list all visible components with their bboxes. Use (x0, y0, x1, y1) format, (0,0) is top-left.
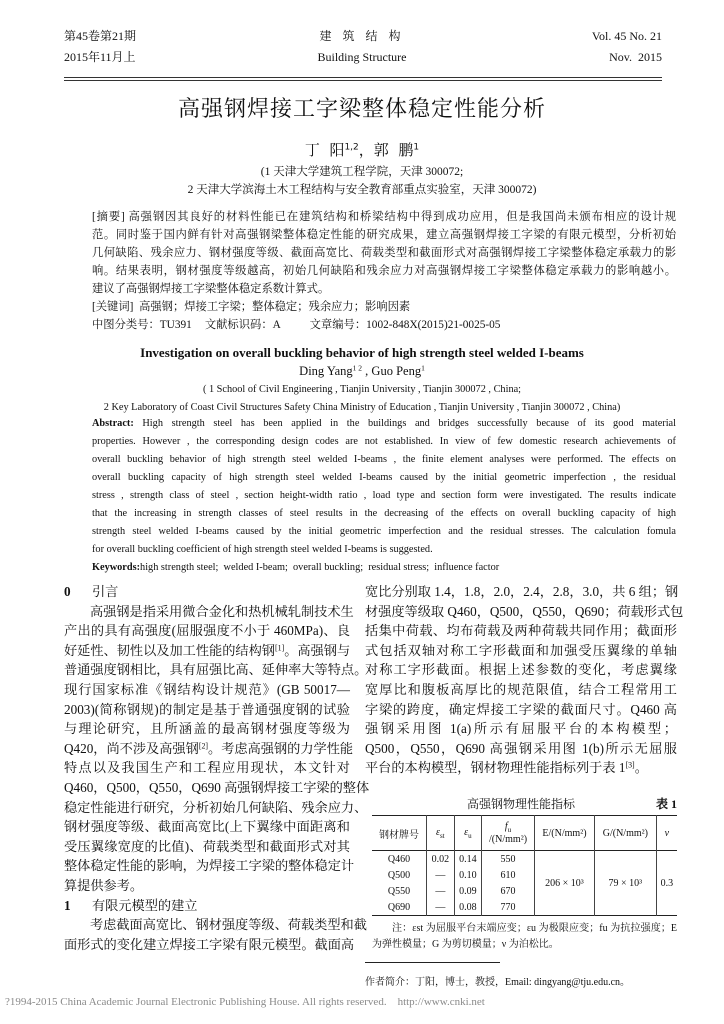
keywords-label: Keywords: (92, 562, 141, 573)
author-sep: ， (358, 141, 374, 159)
col-shear-modulus: G/(N/mm²) (595, 816, 657, 851)
table-note (372, 921, 677, 953)
paragraph-line (64, 758, 350, 778)
text-segment: 特点以及我国生产和工程应用现状，本文针对 (64, 760, 350, 776)
paragraph-line (365, 582, 677, 602)
table-note-line: 为弹性模量；G 为剪切模量；ν 为泊松比。 (372, 939, 559, 950)
issue-date: 2015年11月上 (64, 50, 136, 64)
cell-grade: Q550 (387, 885, 411, 897)
abstract-line: overall buckling capacity of high strength steel welded I-beams caused by the initial geometric imperfection , the residual (92, 472, 676, 483)
section-number: 0 (64, 584, 71, 599)
header-rule-thin (64, 80, 662, 81)
cell-epsilon-u: 0.09 (454, 883, 482, 899)
paragraph-line (365, 700, 677, 720)
paragraph-line (365, 621, 677, 641)
text-segment: 。 (634, 760, 648, 776)
affiliation: 2 Key Laboratory of Coast Civil Structures Safety China Ministry of Education , Tianjin University , Tianjin 300072 , China) (103, 402, 621, 413)
text-segment: Q420，尚不涉及高强钢 (64, 740, 199, 756)
paragraph-line (64, 602, 354, 622)
paragraph-line (365, 719, 677, 739)
abstract-line: 范。同时鉴于国内鲜有针对高强钢梁整体稳定性能的研究成果，建立高强钢焊接工字梁的有限元模型，分析初始 (92, 229, 676, 241)
section-heading (64, 896, 350, 916)
paragraph-line (64, 876, 350, 896)
abstract-en (92, 415, 676, 577)
paragraph-line (365, 660, 677, 680)
cell-fu: 770 (482, 899, 535, 916)
article-number: 文章编号：1002-848X(2015)21-0025-05 (309, 319, 501, 331)
cell-epsilon-st: — (427, 899, 455, 916)
text-segment: 现行国家标准《钢结构设计规范》(GB 50017— (64, 681, 350, 697)
cell-grade: Q500 (387, 869, 411, 881)
author-name: Guo Peng (371, 364, 422, 378)
text-segment: 钢材强度等级、截面高宽比(上下翼缘中面距离和 (64, 819, 350, 835)
citation-ref: [3] (625, 760, 635, 770)
text-segment: 普通强度钢相比，具有屈强比高、延伸率大等特点。 (64, 662, 368, 678)
text-segment: Q500，Q550，Q690 高强钢采用图 1(b)所示无屈服 (365, 740, 677, 756)
abstract-line: that the increasing in strength classes of steel results in the decreasing of the effects on overall buckling capacity of high (92, 508, 676, 519)
authors-cn (0, 140, 724, 160)
abstract-line: 响。结果表明，钢材强度等级越高，初始几何缺陷和残余应力对高强钢焊接工字梁整体稳定承载力的影响越小。 (92, 265, 676, 277)
author-affil-sup: 1,2 (344, 142, 359, 153)
affiliation: (1 天津大学建筑工程学院，天津 300072; (260, 166, 464, 178)
abstract-text: High strength steel has been applied in the buildings and bridges successfully because of its good material (142, 418, 676, 429)
abstract-line: overall buckling behavior of high strength steel welded I-beams , the finite element analyses were performed. The effects on (92, 454, 676, 465)
cell-epsilon-u: 0.10 (454, 867, 482, 883)
col-poisson: ν (656, 816, 677, 851)
text-segment: 式包括双轴对称工字形截面和加强受压翼缘的单轴 (365, 642, 677, 658)
journal-name-cn: 建 筑 结 构 (319, 29, 405, 43)
cell-epsilon-st: — (427, 883, 455, 899)
col-grade: 钢材牌号 (379, 829, 420, 841)
table-note-line: 注：εst 为屈服平台末端应变；εu 为极限应变；fu 为抗拉强度；E (392, 923, 677, 934)
cell-elastic-modulus: 206 × 10³ (534, 851, 594, 916)
text-segment: 整体稳定性能的影响，为焊接工字梁的整体稳定计 (64, 858, 355, 874)
cell-fu: 670 (482, 883, 535, 899)
cell-epsilon-st: 0.02 (427, 851, 455, 868)
issue-number: 第45卷第21期 (64, 29, 137, 43)
section-title: 引言 (92, 584, 119, 599)
text-segment: 对称工字形截面。根据上述参数的变化，考虑翼缘 (365, 662, 677, 678)
abstract-line: [摘要] 高强钢因其良好的材料性能已在建筑结构和桥梁结构中得到成功应用，但是我国尚未颁布相应的设计规 (92, 211, 676, 223)
affiliations-cn (0, 163, 724, 199)
date-en: Nov. 2015 (609, 50, 662, 64)
section-title: 有限元模型的建立 (92, 897, 198, 913)
paragraph-line (365, 602, 684, 622)
text-segment: 稳定性能进行研究，分析初始几何缺陷、残余应力、 (64, 799, 368, 815)
cell-epsilon-u: 0.14 (454, 851, 482, 868)
paragraph-line (64, 641, 350, 661)
text-segment: 括集中荷载、均布荷载及两种荷载共同作用；截面形 (365, 623, 677, 639)
paragraph-line (64, 700, 350, 720)
text-segment: 算提供参考。 (64, 877, 144, 893)
abstract-cn (92, 208, 676, 334)
authors-en (0, 362, 724, 380)
header-rule (64, 77, 662, 78)
text-segment: 产出的具有高强度(屈服强度不小于 460MPa)、良 (64, 623, 350, 639)
volume-en: Vol. 45 No. 21 (591, 29, 662, 43)
paragraph-line (64, 798, 368, 818)
table-number: 表 1 (655, 797, 677, 811)
paragraph-line (64, 856, 355, 876)
keywords-en (92, 559, 676, 577)
text-segment: 与理论研究，且所涵盖的最高钢材强度等级为 (64, 721, 350, 737)
material-properties-table (372, 815, 677, 916)
text-segment: 好延性、韧性以及加工性能的结构钢 (64, 642, 275, 658)
affiliation: ( 1 School of Civil Engineering , Tianjin University , Tianjin 300072 , China; (202, 384, 522, 395)
col-epsilon-st: $\varepsilon_{st}$ (427, 816, 455, 851)
col-fu: $f_u$ /(N/mm²) (482, 816, 535, 851)
abstract-line: for overall buckling coefficient of high strength steel welded I-beams is suggested. (92, 544, 433, 555)
paper-title-cn: 高强钢焊接工字梁整体稳定性能分析 (177, 97, 546, 122)
paragraph-line (64, 719, 350, 739)
affiliation: 2 天津大学滨海土木工程结构与安全教育部重点实验室，天津 300072) (187, 184, 537, 196)
clc-number: 中图分类号：TU391 (92, 319, 192, 331)
table-caption (365, 796, 677, 812)
paragraph-line (365, 758, 677, 778)
table-header-row (372, 816, 677, 851)
text-segment: 平台的本构模型，钢材物理性能指标列于表 1 (365, 760, 626, 776)
citation-ref: [2] (198, 741, 209, 750)
cell-fu: 610 (482, 867, 535, 883)
author-name: Ding Yang (299, 364, 353, 378)
abstract-label: Abstract: (92, 418, 134, 429)
paragraph-line (64, 778, 370, 798)
paragraph-line (64, 935, 355, 955)
text-segment: 宽比分别取 1.4，1.8，2.0，2.4，2.8，3.0，共 6 组；钢 (365, 584, 679, 599)
classification-line (92, 316, 676, 334)
paragraph-line (365, 739, 677, 759)
citation-ref: [1] (275, 643, 285, 653)
paragraph-line (365, 641, 677, 661)
text-segment: 。考虑高强钢的力学性能 (208, 740, 354, 756)
affiliations-en (0, 381, 724, 417)
cell-poisson: 0.3 (656, 851, 677, 916)
cell-shear-modulus: 79 × 10³ (595, 851, 657, 916)
author-footnote: 作者简介：丁阳，博士，教授，Email: dingyang@tju.edu.cn。 (365, 977, 631, 988)
table-row (372, 851, 677, 868)
body-column-right (365, 582, 684, 778)
text-segment: 面形式的变化建立焊接工字梁有限元模型。截面高 (64, 936, 355, 952)
text-segment: Q460，Q500，Q550，Q690 高强钢焊接工字梁的整体 (64, 779, 370, 795)
paragraph-line (365, 680, 677, 700)
text-segment: 2003)(简称钢规)的制定是基于普通强度钢的试验 (64, 701, 350, 717)
author-affil-sup: 1 (413, 142, 420, 153)
section-heading (64, 582, 350, 602)
text-segment: 考虑截面高宽比、钢材强度等级、荷载类型和截 (90, 917, 367, 933)
text-segment: 宽厚比和腹板高厚比的规范限值，结合工程常用工 (365, 681, 677, 697)
paragraph-line (64, 621, 350, 641)
text-segment: 强钢采用图 1(a)所示有屈服平台的本构模型； (365, 721, 677, 737)
col-elastic-modulus: E/(N/mm²) (534, 816, 594, 851)
paragraph-line (64, 817, 350, 837)
text-segment: 字梁的跨度，确定焊接工字梁的截面尺寸。Q460 高 (365, 701, 677, 717)
section-number: 1 (64, 897, 71, 913)
cell-epsilon-st: — (427, 867, 455, 883)
document-code: 文献标识码：A (204, 319, 281, 331)
abstract-line: properties. However , the corresponding design codes are not established. In view of few domestic research achievements of (92, 436, 676, 447)
author-affil-sup: 1 2 (352, 363, 363, 373)
keywords-cn: [关键词] 高强钢；焊接工字梁；整体稳定；残余应力；影响因素 (92, 301, 411, 313)
abstract-line (92, 415, 676, 433)
paper-title-en: Investigation on overall buckling behavior of high strength steel welded I-beams (140, 345, 584, 360)
author-name: 郭 鹏 (373, 141, 414, 159)
author-sep: , (362, 364, 372, 378)
abstract-line: 建议了高强钢焊接工字梁整体稳定系数计算式。 (92, 283, 330, 295)
keywords-text: high strength steel; welded I-beam; overall buckling; residual stress; influence factor (140, 562, 500, 573)
paragraph-line (64, 915, 367, 935)
table-title: 高强钢物理性能指标 (466, 797, 575, 811)
author-affil-sup: 1 (421, 363, 425, 373)
abstract-line: stress , strength class of steel , section height-width ratio , load type and section form were investigated. The results indicate (92, 490, 676, 501)
abstract-line: 几何缺陷、残余应力、钢材强度等级、截面高宽比、荷载类型和截面形式对高强钢焊接工字梁整体稳定承载力的影 (92, 247, 676, 259)
abstract-line: strength steel welded I-beams caused by the initial geometric imperfection and the residual stresses. The calculation fomula (92, 526, 676, 537)
cell-epsilon-u: 0.08 (454, 899, 482, 916)
col-epsilon-u: $\varepsilon_u$ (454, 816, 482, 851)
text-segment: 受压翼缘宽度的比值)、荷载类型和截面形式对其 (64, 838, 350, 854)
text-segment: 材强度等级取 Q460，Q500，Q550，Q690；荷载形式包 (365, 603, 684, 619)
footnote-rule (365, 962, 500, 963)
volume-info (592, 26, 662, 68)
paragraph-line (64, 680, 350, 700)
copyright-footer: ?1994-2015 China Academic Journal Electronic Publishing House. All rights reserved. http://www.cnki.net (5, 996, 485, 1008)
paragraph-line (64, 837, 350, 857)
journal-name-en: Building Structure (317, 50, 407, 64)
cell-fu: 550 (482, 851, 535, 868)
author-name: 丁 阳 (304, 141, 345, 159)
cell-grade: Q460 (387, 853, 411, 865)
paragraph-line (64, 739, 354, 759)
text-segment: 高强钢是指采用微合金化和热机械轧制技术生 (90, 603, 354, 619)
body-column-left (64, 582, 370, 954)
cell-grade: Q690 (387, 901, 411, 913)
paragraph-line (64, 660, 368, 680)
text-segment: 。高强钢与 (284, 642, 351, 658)
